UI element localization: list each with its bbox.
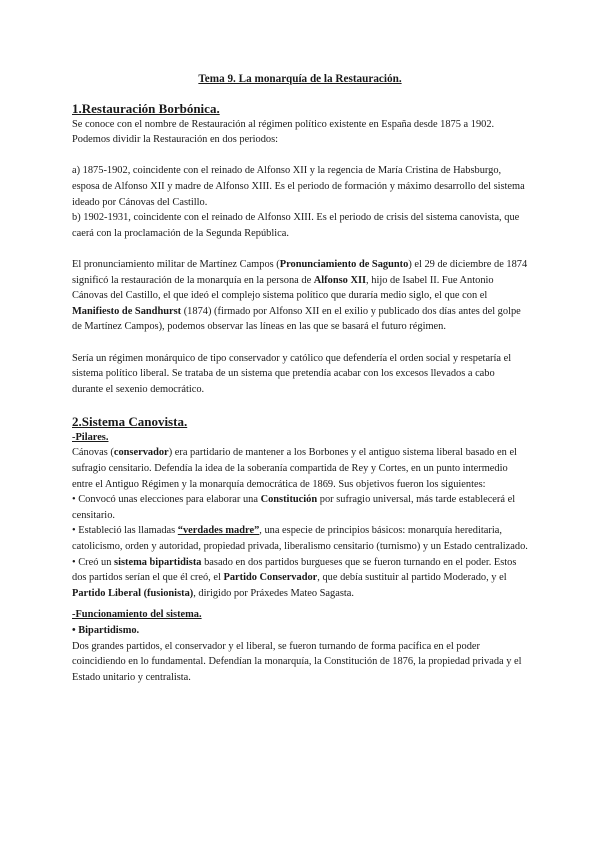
bold-term: Manifiesto de Sandhurst xyxy=(72,305,182,317)
bold-term: Partido Liberal (fusionista) xyxy=(72,587,194,599)
pilares-heading: -Pilares. xyxy=(72,431,109,443)
bold-term: conservador xyxy=(113,447,169,459)
bullet-verdades-madre: • Estableció las llamadas “verdades madre”, una especie de principios básicos: monarquía hereditaria, catolicismo, orden y autoridad, propiedad privada, liberalismo censitario (turnismo) y un Estado centralizado. xyxy=(72,525,528,553)
period-a: a) 1875-1902, coincidente con el reinado de Alfonso XII y la regencia de María Cristina de Habsburgo, esposa de Alfonso XII y madre de Alfonso XIII. Es el periodo de formación y máximo desarrollo del sistema ideado por Cánovas del Castillo. xyxy=(72,165,525,208)
bullet-bipartidista: • Creó un sistema bipartidista basado en dos partidos burgueses que se fueron turnando en el poder. Estos dos partidos serían el que él creó, el Partido Conservador, que debía sustituir al partido Moderado, y el Partido Liberal (fusionista), dirigido por Práxedes Mateo Sagasta. xyxy=(72,556,517,599)
bold-term: Pronunciamiento de Sagunto xyxy=(279,258,409,270)
section-1-heading: 1.Restauración Borbónica. xyxy=(72,100,220,116)
bipartidismo-text: Dos grandes partidos, el conservador y el liberal, se fueron turnando de forma pacífica en el poder coincidiendo en lo fundamental. Defendían la monarquía, la Constitución de 1876, la propiedad privada y el Estado unitario y centralista. xyxy=(72,640,522,683)
bipartidismo-heading: • Bipartidismo. xyxy=(72,625,140,636)
pronunciamiento-paragraph: El pronunciamiento militar de Martínez Campos (Pronunciamiento de Sagunto) el 29 de diciembre de 1874 significó la restauración de la monarquía en la persona de Alfonso XII, hijo de Isabel II. Fue Antonio Cánovas del Castillo, el que ideó el complejo sistema político que duraría medio siglo, el que con el Manifiesto de Sandhurst (1874) (firmado por Alfonso XII en el exilio y publicado dos días antes del golpe de Martínez Campos), podemos observar las líneas en las que se basará el futuro régimen. xyxy=(72,258,528,333)
bold-term: Alfonso XII xyxy=(313,274,367,286)
bold-term: Partido Conservador xyxy=(223,572,318,584)
bullet-constitucion: • Convocó unas elecciones para elaborar una Constitución por sufragio universal, más tarde establecerá el censitario. xyxy=(72,494,516,521)
section-1-intro: Se conoce con el nombre de Restauración al régimen político existente en España desde 1875 a 1902. Podemos dividir la Restauración en dos periodos: xyxy=(72,118,495,146)
document-title: Tema 9. La monarquía de la Restauración. xyxy=(198,73,402,85)
bold-term: sistema bipartidista xyxy=(114,556,202,568)
regime-paragraph: Sería un régimen monárquico de tipo conservador y católico que defendería el orden social y respetaría el sistema político liberal. Se trataba de un sistema que pretendía acabar con los excesos llevados a cabo durante el sexenio democrático. xyxy=(72,352,512,395)
bold-term: Constitución xyxy=(260,494,318,506)
section-2-heading: 2.Sistema Canovista. xyxy=(72,413,188,429)
canovas-paragraph: Cánovas (conservador) era partidario de mantener a los Borbones y el antiguo sistema liberal basado en el sufragio censitario. Defendía la idea de la soberanía compartida de Rey y Cortes, en un punto intermedio entre el Antiguo Régimen y la monarquía democrática de 1869. Sus objetivos fueron los siguientes: xyxy=(72,447,517,490)
bold-term: “verdades madre” xyxy=(177,525,260,537)
period-b: b) 1902-1931, coincidente con el reinado de Alfonso XIII. Es el periodo de crisis del sistema canovista, que caerá con la proclamación de la Segunda República. xyxy=(72,212,520,239)
funcionamiento-heading: -Funcionamiento del sistema. xyxy=(72,609,202,621)
document-page xyxy=(72,72,528,685)
